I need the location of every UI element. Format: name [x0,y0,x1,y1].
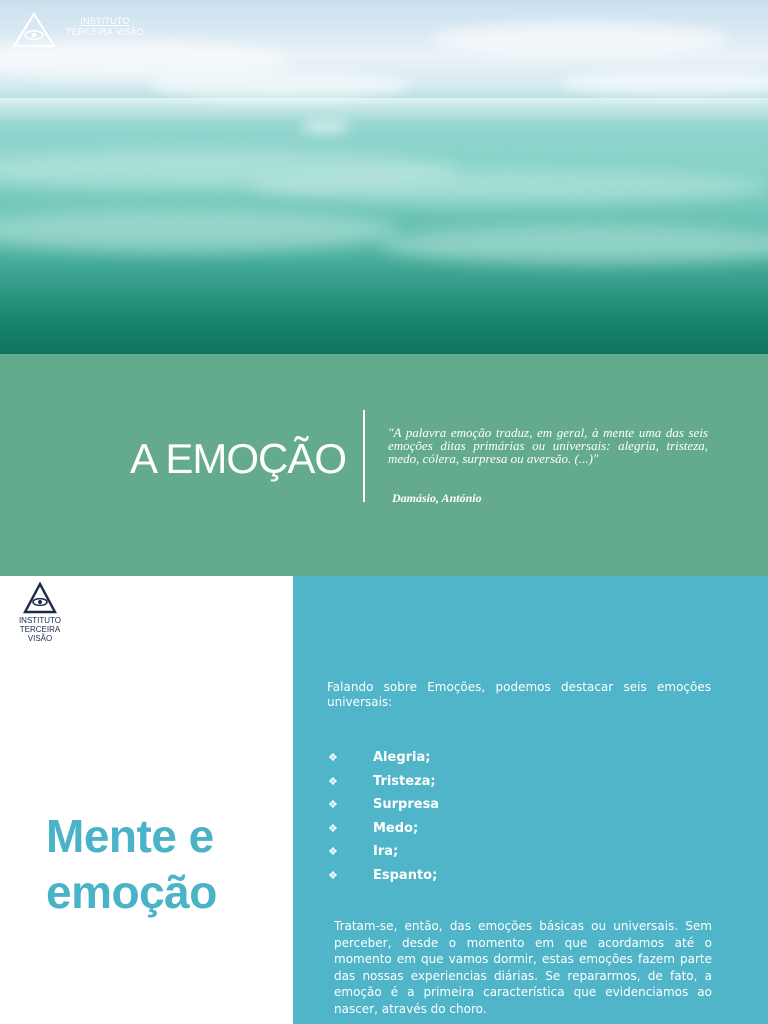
diamond-bullet-icon: ❖ [328,845,338,858]
diamond-bullet-icon: ❖ [328,774,338,788]
sandbank [0,210,400,252]
emotion-label: Espanto; [373,867,438,883]
diamond-bullet-icon: ❖ [328,868,338,882]
cloud [430,22,730,58]
diamond-bullet-icon: ❖ [328,751,338,764]
hero-ocean-photo [0,0,768,354]
emotion-label: Ira; [373,844,399,859]
section-title-line-1: Mente e [46,810,214,862]
horizon-haze [0,98,768,124]
epigraph-quote: "A palavra emoção traduz, em geral, à mente uma das seis emoções ditas primárias ou universais: alegria, tristeza, medo, cólera, surpresa ou aversão. (...)" [388,425,708,466]
vertical-divider [363,410,365,502]
section-title-line-2: emoção [46,866,217,918]
page-title: A EMOÇÃO [130,435,347,482]
institute-logo [12,12,152,48]
water-shadow [0,250,768,354]
triangle-eye-icon [23,582,57,614]
emotion-label: Surpresa [373,797,440,812]
diamond-bullet-icon: ❖ [328,798,338,811]
cloud [300,120,350,134]
body-text: Tratam-se, então, das emoções básicas ou universais. Sem perceber, desde o momento em que acordamos até o momento em que vamos dormir, estas emoções fazem parte das nossas experiencias diárias. Se repararmos, de fato, a emoção é a primeira característica que evidenciamos ao nascer, através do choro. [334,919,712,1016]
emotion-label: Medo; [373,820,419,836]
quote-author: Damásio, António [392,491,482,505]
left-panel [0,576,293,1024]
title-band [0,354,768,576]
institute-logo-text [58,16,152,38]
institute-logo-text [9,616,71,643]
logo-line-2: TERCEIRA VISÃO [19,625,61,643]
section-title [46,808,286,920]
diamond-bullet-icon: ❖ [328,821,338,835]
institute-logo [9,582,71,643]
emotion-label: Alegria; [373,750,431,765]
triangle-eye-icon [12,12,56,48]
logo-line-2: TERCEIRA VISÃO [66,27,144,37]
logo-line-1: INSTITUTO [18,616,62,625]
logo-line-1: INSTITUTO [80,16,130,26]
intro-text: Falando sobre Emoções, podemos destacar seis emoções universais: [327,680,711,709]
sandbank [250,170,768,204]
emotion-label: Tristeza; [373,773,436,789]
cloud [150,70,410,100]
cloud [560,70,768,96]
right-panel [293,576,768,1024]
